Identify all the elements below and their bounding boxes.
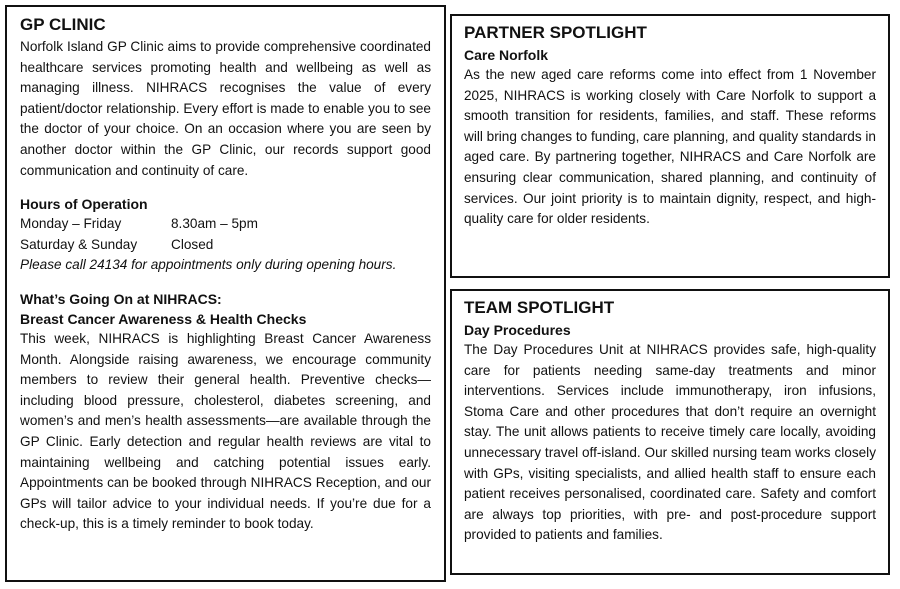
hours-time: Closed (171, 236, 214, 252)
partner-spotlight-subtitle: Care Norfolk (464, 47, 549, 63)
team-spotlight-title: TEAM SPOTLIGHT (464, 298, 615, 317)
team-spotlight-subtitle: Day Procedures (464, 322, 571, 338)
whats-on-heading: What’s Going On at NIHRACS: (20, 290, 222, 307)
partner-spotlight-body: As the new aged care reforms come into effect from 1 November 2025, NIHRACS is working closely with Care Norfolk to support a smooth transition for residents, families, and staff. These reforms will bring changes to funding, care planning, and quality standards in aged care. By partnering together, NIHRACS and Care Norfolk are ensuring clear communication, shared planning, and continuity of services. Our joint priority is to maintain dignity, respect, and high-quality care for older residents. (464, 67, 876, 227)
hours-note: Please call 24134 for appointments only during opening hours. (20, 257, 397, 273)
whats-on-subheading: Breast Cancer Awareness & Health Checks (20, 310, 307, 327)
spacer (20, 181, 431, 194)
hours-days: Saturday & Sunday (20, 236, 138, 252)
hours-heading: Hours of Operation (20, 196, 148, 213)
spacer (20, 276, 431, 289)
hours-row-weekday (20, 214, 431, 235)
hours-time: 8.30am – 5pm (171, 216, 258, 232)
gp-clinic-intro: Norfolk Island GP Clinic aims to provide comprehensive coordinated healthcare services promoting health and wellbeing as well as managing illness. NIHRACS recognises the value of every patient/doctor relationship. Every effort is made to enable you to see the doctor of your choice. On an occasion where you are seen by another doctor within the GP Clinic, our records support good communication and continuity of care. (20, 39, 431, 178)
team-spotlight-panel (450, 289, 890, 575)
whats-on-body: This week, NIHRACS is highlighting Breast Cancer Awareness Month. Alongside raising awareness, we encourage community members to review their general health. Preventive checks—including blood pressure, cholesterol, diabetes screening, and women’s and men’s health assessments—are available through the GP Clinic. Early detection and regular health reviews are vital to maintaining wellbeing and catching potential issues early. Appointments can be booked through NIHRACS Reception, and our GPs will tailor advice to your individual needs. If you’re due for a check-up, this is a timely reminder to book today. (20, 330, 431, 532)
partner-spotlight-panel (450, 14, 890, 278)
gp-clinic-panel (5, 5, 446, 582)
hours-days: Monday – Friday (20, 216, 122, 232)
team-spotlight-body: The Day Procedures Unit at NIHRACS provides safe, high-quality care for patients needing same-day treatments and minor interventions. Services include immunotherapy, iron infusions, Stoma Care and other procedures that don’t require an overnight stay. The unit allows patients to receive timely care locally, avoiding unnecessary travel off-island. Our skilled nursing team works closely with GPs, visiting specialists, and allied health staff to ensure each patient receives personalised, coordinated care. Safety and comfort are always top priorities, with pre- and post-procedure support provided to patients and families. (464, 342, 876, 543)
gp-clinic-title: GP CLINIC (20, 15, 106, 34)
hours-row-weekend (20, 235, 431, 256)
partner-spotlight-title: PARTNER SPOTLIGHT (464, 23, 647, 42)
